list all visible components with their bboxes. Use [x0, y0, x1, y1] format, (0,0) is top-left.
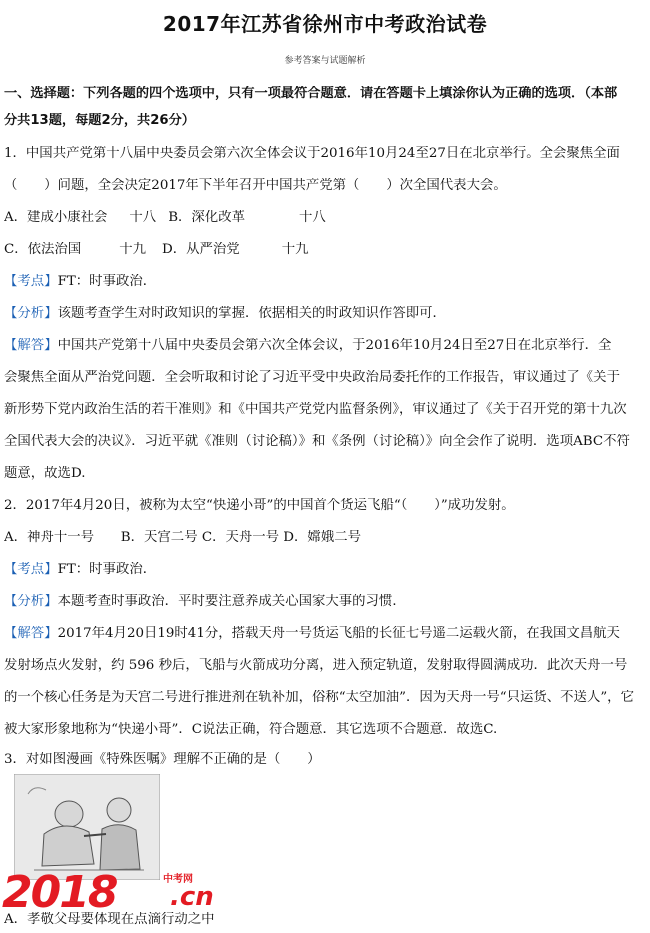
q2-kaodian-text: FT：时事政治．: [57, 562, 157, 577]
q1-kaodian: [4, 274, 646, 290]
watermark-domain: .cn: [170, 882, 214, 912]
q2-options: A．神舟十一号 B．天宫二号 C．天舟一号 D．嫦娥二号: [4, 530, 361, 545]
page-title: 2017年江苏省徐州市中考政治试卷: [162, 12, 488, 36]
q1-jieda-line-3: 新形势下党内政治生活的若干准则》和《中国共产党党内监督条例》，审议通过了《关于召开党的第十九次: [4, 402, 627, 417]
q2-kaodian: [4, 562, 646, 578]
q2-fenxi: [4, 594, 646, 610]
q2-fenxi-text: 本题考查时事政治．平时要注意养成关心国家大事的习惯．: [57, 594, 406, 609]
q2-jieda-line-4: 被大家形象地称为“快递小哥”．C说法正确，符合题意．其它选项不合题意．故选C.: [4, 722, 498, 737]
q1-fenxi: [4, 306, 646, 322]
q2-jieda-line-3: 的一个核心任务是为天宫二号进行推进剂在轨补加，俗称“太空加油”．因为天舟一号“只运货、不送人”，它: [4, 690, 634, 705]
q1-fenxi-tag: 【分析】: [4, 306, 58, 321]
q1-option-b-label: B．深化改革: [168, 210, 245, 225]
q1-kaodian-text: FT：时事政治．: [57, 274, 157, 289]
q1-option-c-value: 十九: [119, 242, 146, 257]
q2-stem: 2．2017年4月20日，被称为太空“快递小哥”的中国首个货运飞船“（ ）”成功发射。: [4, 498, 515, 513]
q1-options-row-2: [4, 242, 646, 258]
watermark-tag: 中考网: [163, 874, 193, 885]
q1-stem-line-2: （ ）问题，全会决定2017年下半年召开中国共产党第（ ）次全国代表大会。: [4, 178, 507, 193]
cartoon-illustration: [14, 774, 160, 880]
q1-stem-line-1: 1．中国共产党第十八届中央委员会第六次全体会议于2016年10月24至27日在北京举行。全会聚焦全面: [4, 146, 620, 161]
q1-kaodian-tag: 【考点】: [4, 274, 58, 289]
q1-jieda-line-5: 题意，故选D.: [4, 466, 86, 481]
q2-fenxi-tag: 【分析】: [4, 594, 58, 609]
q2-kaodian-tag: 【考点】: [4, 562, 58, 577]
q1-option-b-value: 十八: [298, 210, 326, 225]
q1-options-row-1: [4, 210, 646, 226]
q1-fenxi-text: 该题考查学生对时政知识的掌握．依据相关的时政知识作答即可．: [57, 306, 446, 321]
q2-jieda-line-2: 发射场点火发射，约 596 秒后，飞船与火箭成功分离，进入预定轨道，发射取得圆满成功．此次天舟一号: [4, 658, 628, 673]
q3-stem: 3．对如图漫画《特殊医嘱》理解不正确的是（ ）: [4, 752, 321, 767]
watermark-number: 2018: [2, 867, 117, 918]
section-heading-line-1: 一、选择题：下列各题的四个选项中，只有一项最符合题意．请在答题卡上填涂你认为正确的选项．（本部: [4, 86, 618, 101]
q1-option-a-value: 十八: [129, 210, 157, 225]
section-heading-line-2: 分共13题，每题2分，共26分）: [4, 113, 195, 128]
q1-jieda-tag: 【解答】: [4, 338, 58, 353]
q1-jieda-line-1: [4, 338, 646, 354]
q1-option-a-label: A．建成小康社会: [4, 210, 108, 225]
q2-jieda-line-1: [4, 626, 646, 642]
q1-jieda-line-4: 全国代表大会的决议》．习近平就《准则（讨论稿）》和《条例（讨论稿）》向全会作了说明．选项ABC不符: [4, 434, 630, 449]
q3-option-a: A．孝敬父母要体现在点滴行动之中: [4, 912, 215, 927]
q2-jieda-tag: 【解答】: [4, 626, 58, 641]
page-subtitle: 参考答案与试题解析: [284, 56, 366, 66]
q1-jieda-line-2: 会聚焦全面从严治党问题．全会听取和讨论了习近平受中央政治局委托作的工作报告，审议通过了《关于: [4, 370, 620, 385]
q1-option-c-label: C．依法治国: [4, 242, 82, 257]
q1-option-d-label: D．从严治党: [161, 242, 240, 257]
q2-jieda-text-1: 2017年4月20日19时41分，搭载天舟一号货运飞船的长征七号遥二运载火箭，在我国文昌航天: [57, 626, 620, 641]
q1-jieda-text-1: 中国共产党第十八届中央委员会第六次全体会议，于2016年10月24日至27日在北京举行．全: [57, 338, 612, 353]
q1-option-d-value: 十九: [281, 242, 309, 257]
